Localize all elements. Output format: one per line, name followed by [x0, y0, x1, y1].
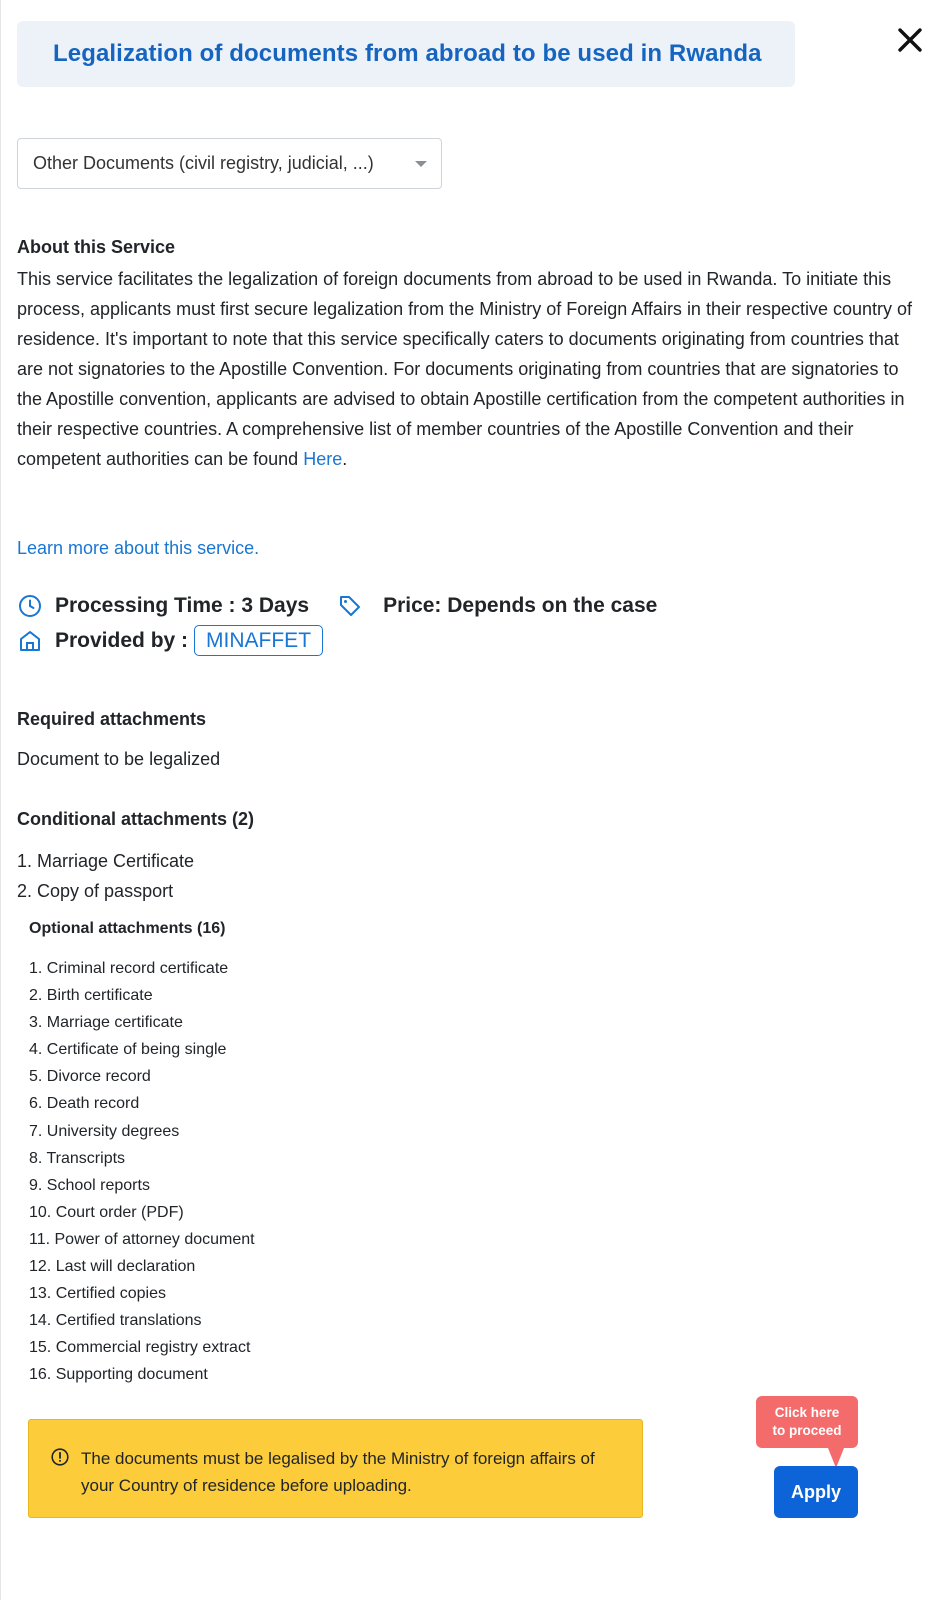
required-attachments-heading: Required attachments — [17, 709, 207, 729]
list-item: 9. School reports — [29, 1176, 150, 1194]
apply-button[interactable]: Apply — [774, 1466, 858, 1518]
about-text: This service facilitates the legalization of foreign documents from abroad to be used in Rwanda. To initiate this process, applicants must first secure legalization from the Ministry of Foreign Affairs in their respective country of residence. It's important to note that this service specifically caters to documents originating from countries that are not signatories to the Apostille Convention. For documents originating from countries that are signatories to the Apostille convention, applicants are advised to obtain Apostille certification from the competent authorities in their respective countries. A comprehensive list of member countries of the Apostille Convention and their competent authorities can be found — [17, 269, 913, 469]
provider-badge[interactable]: MINAFFET — [194, 625, 323, 656]
processing-price-row — [17, 593, 657, 619]
list-item: 5. Divorce record — [29, 1068, 151, 1086]
list-item: 2. Copy of passport — [17, 881, 174, 901]
tag-icon — [337, 593, 363, 619]
list-item: 4. Certificate of being single — [29, 1041, 227, 1059]
list-item: 1. Marriage Certificate — [17, 851, 195, 871]
processing-time: Processing Time : 3 Days — [55, 594, 310, 617]
about-heading: About this Service — [17, 237, 176, 257]
page-title: Legalization of documents from abroad to be used in Rwanda — [53, 40, 762, 67]
list-item: 16. Supporting document — [29, 1366, 208, 1384]
price: Price: Depends on the case — [383, 594, 658, 617]
required-attachment-item: Document to be legalized — [17, 749, 221, 769]
list-item: 3. Marriage certificate — [29, 1014, 183, 1032]
tooltip-line-2: to proceed — [772, 1423, 842, 1438]
notice-text: The documents must be legalised by the Ministry of foreign affairs of your Country of residence before uploading. — [81, 1449, 595, 1495]
apostille-list-link[interactable]: Here — [303, 449, 343, 469]
about-description — [17, 264, 922, 474]
learn-more-link[interactable]: Learn more about this service. — [17, 538, 260, 558]
list-item: 15. Commercial registry extract — [29, 1339, 251, 1357]
list-item: 10. Court order (PDF) — [29, 1203, 184, 1221]
list-item: 8. Transcripts — [29, 1149, 126, 1167]
provider-row — [17, 625, 323, 656]
close-icon — [897, 27, 923, 53]
conditional-attachments-heading: Conditional attachments (2) — [17, 809, 255, 829]
info-icon — [51, 1448, 69, 1466]
tooltip-line-1: Click here — [774, 1405, 840, 1420]
list-item: 12. Last will declaration — [29, 1258, 196, 1276]
building-icon — [17, 628, 43, 654]
conditional-attachments-list — [17, 846, 194, 906]
document-type-value: Other Documents (civil registry, judicial, ...) — [33, 153, 374, 173]
list-item: 14. Certified translations — [29, 1312, 202, 1330]
document-type-select[interactable] — [17, 138, 442, 189]
optional-attachments-heading: Optional attachments (16) — [29, 920, 226, 937]
optional-attachments-list — [29, 955, 255, 1389]
list-item: 1. Criminal record certificate — [29, 960, 229, 977]
price-group — [337, 593, 657, 619]
clock-icon — [17, 593, 43, 619]
legalisation-notice — [28, 1419, 643, 1518]
list-item: 7. University degrees — [29, 1122, 180, 1140]
list-item: 6. Death record — [29, 1095, 140, 1113]
provided-by-label: Provided by : — [55, 628, 189, 652]
list-item: 2. Birth certificate — [29, 987, 153, 1005]
proceed-tooltip — [756, 1396, 858, 1448]
chevron-down-icon — [415, 161, 427, 167]
about-text-end: . — [342, 449, 348, 469]
close-button[interactable] — [894, 24, 926, 56]
list-item: 11. Power of attorney document — [29, 1230, 255, 1248]
title-banner — [17, 21, 795, 87]
list-item: 13. Certified copies — [29, 1285, 166, 1303]
